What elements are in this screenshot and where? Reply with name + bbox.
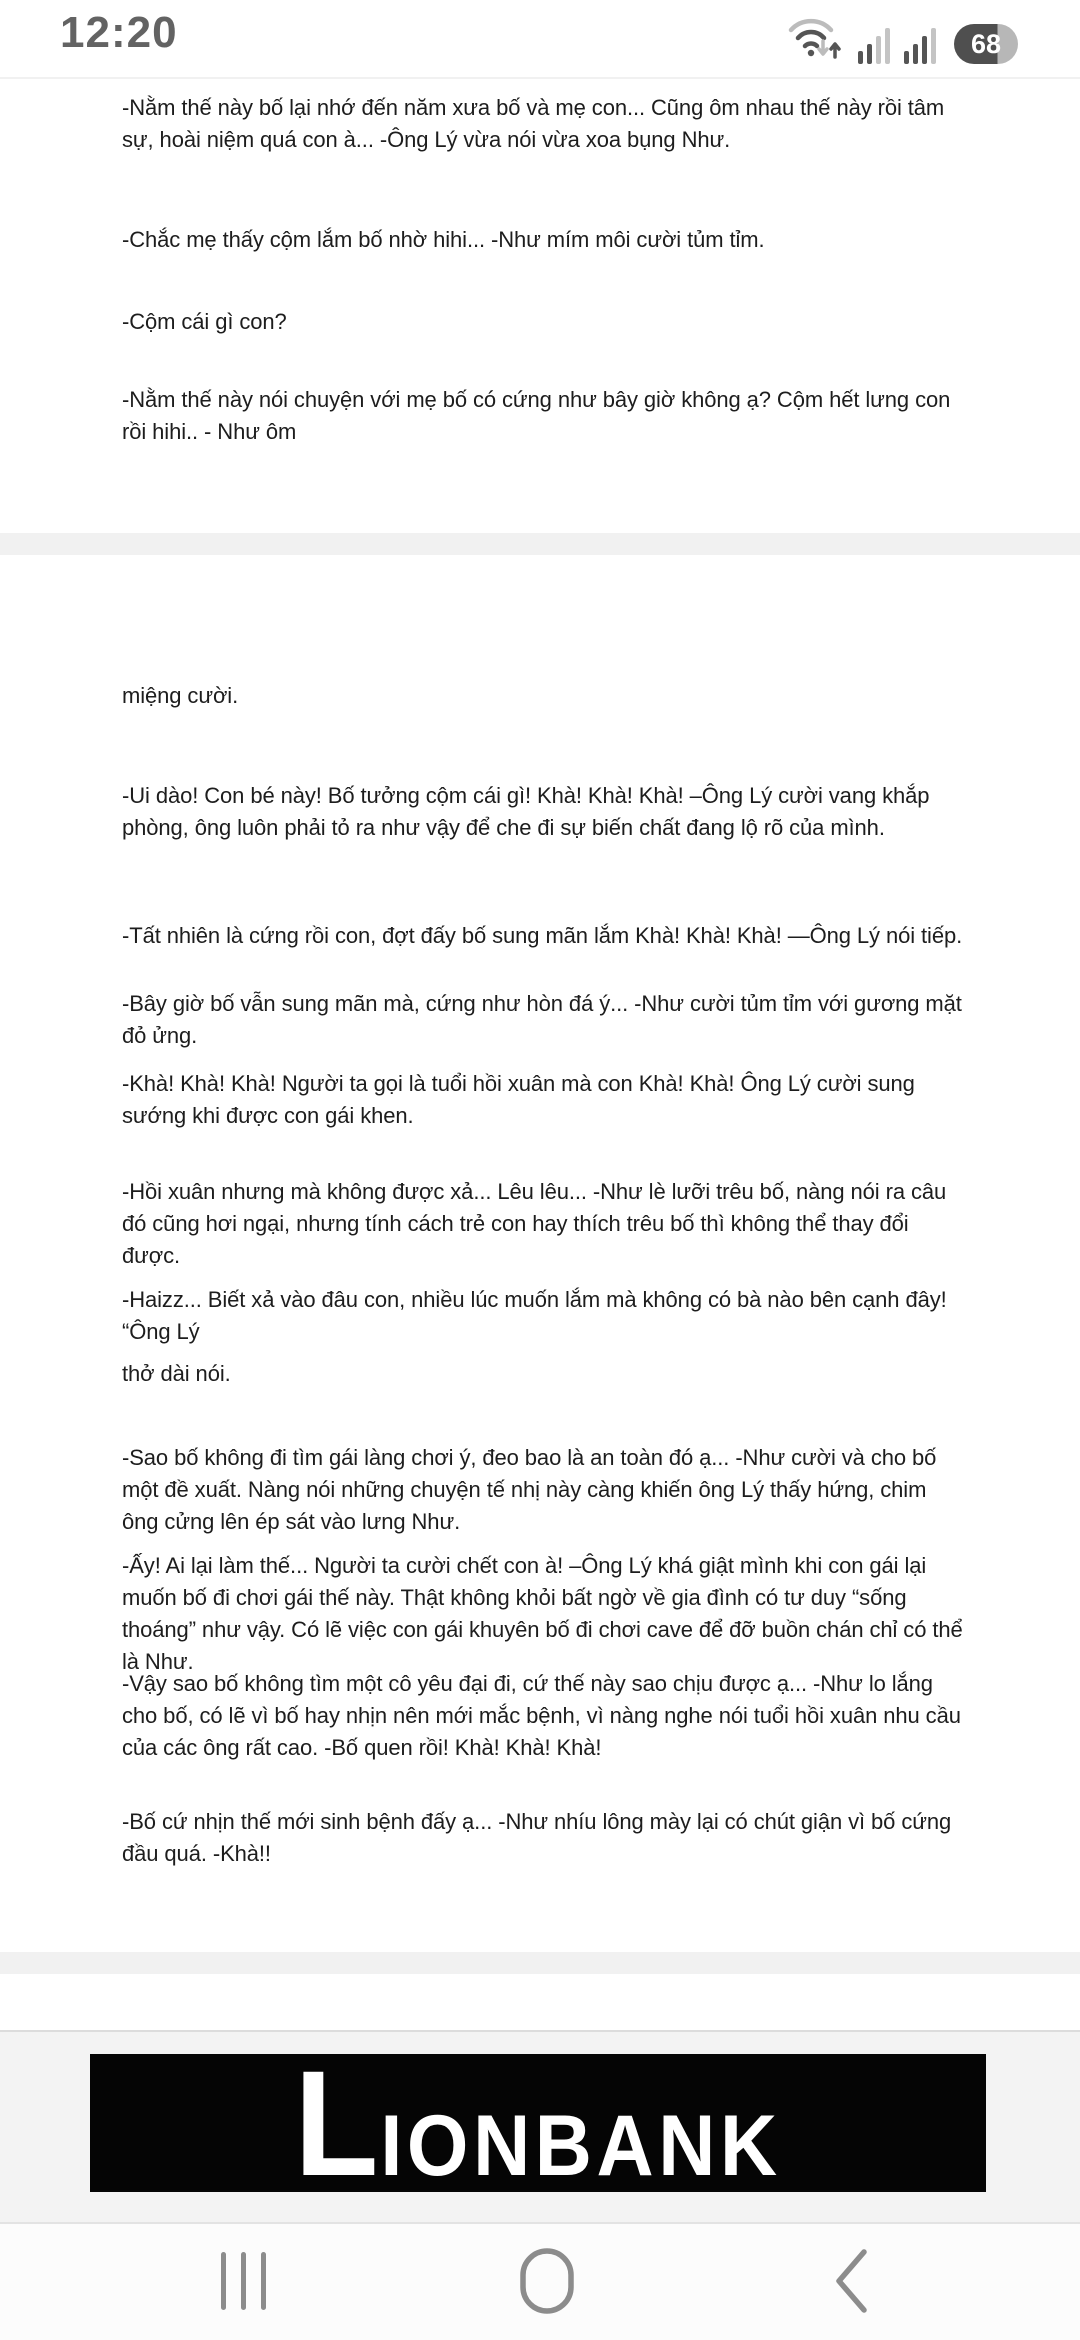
page-break-band [0, 1952, 1080, 1974]
paragraph: -Haizz... Biết xả vào đâu con, nhiều lúc muốn lắm mà không có bà nào bên cạnh đây! “Ông Lý [122, 1287, 947, 1344]
paragraph: -Hồi xuân nhưng mà không được xả... Lêu lêu... -Như lè lưỡi trêu bố, nàng nói ra câu đó cũng hơi ngại, nhưng tính cách trẻ con hay thích trêu bố thì không thể thay đổi được. [122, 1179, 947, 1268]
paragraph: -Nằm thế này bố lại nhớ đến năm xưa bố và mẹ con... Cũng ôm nhau thế này rồi tâm sự, hoài niệm quá con à... -Ông Lý vừa nói vừa xoa bụng Như. [122, 95, 945, 152]
paragraph: -Bây giờ bố vẫn sung mãn mà, cứng như hòn đá ý... -Như cười tủm tỉm với gương mặt đỏ ửng. [122, 991, 962, 1048]
battery-indicator [954, 24, 1018, 64]
paragraph: -Tất nhiên là cứng rồi con, đợt đấy bố sung mãn lắm Khà! Khà! Khà! —Ông Lý nói tiếp. [122, 923, 963, 948]
status-icons [786, 18, 1018, 64]
home-button[interactable] [467, 2224, 627, 2340]
page-break-band [0, 533, 1080, 555]
paragraph: miệng cười. [122, 683, 239, 708]
back-chevron-icon [832, 2248, 870, 2319]
paragraph: -Khà! Khà! Khà! Người ta gọi là tuổi hồi xuân mà con Khà! Khà! Ông Lý cười sung sướng khi được con gái khen. [122, 1071, 915, 1128]
status-bar [0, 0, 1080, 78]
recents-icon [220, 2250, 270, 2317]
cellular-signal-sim1-icon [858, 28, 890, 64]
back-button[interactable] [771, 2224, 931, 2340]
status-clock: 12:20 [60, 8, 178, 57]
cellular-signal-sim2-icon [904, 28, 936, 64]
paragraph: -Bố cứ nhịn thế mới sinh bệnh đấy ạ... -Như nhíu lông mày lại có chút giận vì bố cứng đầu quá. -Khà!! [122, 1809, 952, 1866]
status-bar-divider [0, 77, 1080, 79]
paragraph: -Nằm thế này nói chuyện với mẹ bố có cứng như bây giờ không ạ? Cộm hết lưng con rồi hihi.. - Như ôm [122, 387, 951, 444]
paragraph: thở dài nói. [122, 1361, 231, 1386]
recents-button[interactable] [165, 2224, 325, 2340]
lionbank-logo-initial: L [294, 2054, 381, 2192]
ad-zone [0, 2030, 1080, 2224]
paragraph: -Sao bố không đi tìm gái làng chơi ý, đeo bao là an toàn đó ạ... -Như cười và cho bố một đề xuất. Nàng nói những chuyện tế nhị này càng khiến ông Lý thấy hứng, chim ông cửng lên ép sát vào lưng Như. [122, 1445, 937, 1534]
paragraph: -Ui dào! Con bé này! Bố tưởng cộm cái gì! Khà! Khà! Khà! –Ông Lý cười vang khắp phòng, ông luôn phải tỏ ra như vậy để che đi sự biến chất đang lộ rõ của mình. [122, 783, 930, 840]
lionbank-logo-rest: IONBANK [380, 2098, 782, 2192]
paragraph: -Vậy sao bố không tìm một cô yêu đại đi, cứ thế này sao chịu được ạ... -Như lo lắng cho bố, có lẽ vì bố hay nhịn nên mới mắc bệnh, vì nàng nghe nói tuổi hồi xuân nhu cầu của các ông rất cao. -Bố quen rồi! Khà! Khà! Khà! [122, 1671, 961, 1760]
lionbank-logo [294, 2054, 782, 2192]
lionbank-ad-banner[interactable] [90, 2054, 986, 2192]
paragraph: -Chắc mẹ thấy cộm lắm bố nhờ hihi... -Như mím môi cười tủm tỉm. [122, 227, 765, 252]
wifi-updown-arrows-icon [786, 13, 844, 64]
battery-percent-label: 68 [970, 28, 1002, 59]
android-nav-bar [0, 2222, 1080, 2340]
paragraph: -Cộm cái gì con? [122, 309, 287, 334]
paragraph: -Ấy! Ai lại làm thế... Người ta cười chết con à! –Ông Lý khá giật mình khi con gái lại muốn bố đi chơi gái thế này. Thật không khỏi bất ngờ về gia đình có tư duy “sống thoáng” như vậy. Có lẽ việc con gái khuyên bố đi chơi cave để đỡ buồn chán chỉ có thể là Như. [122, 1553, 963, 1674]
home-icon [519, 2248, 575, 2319]
